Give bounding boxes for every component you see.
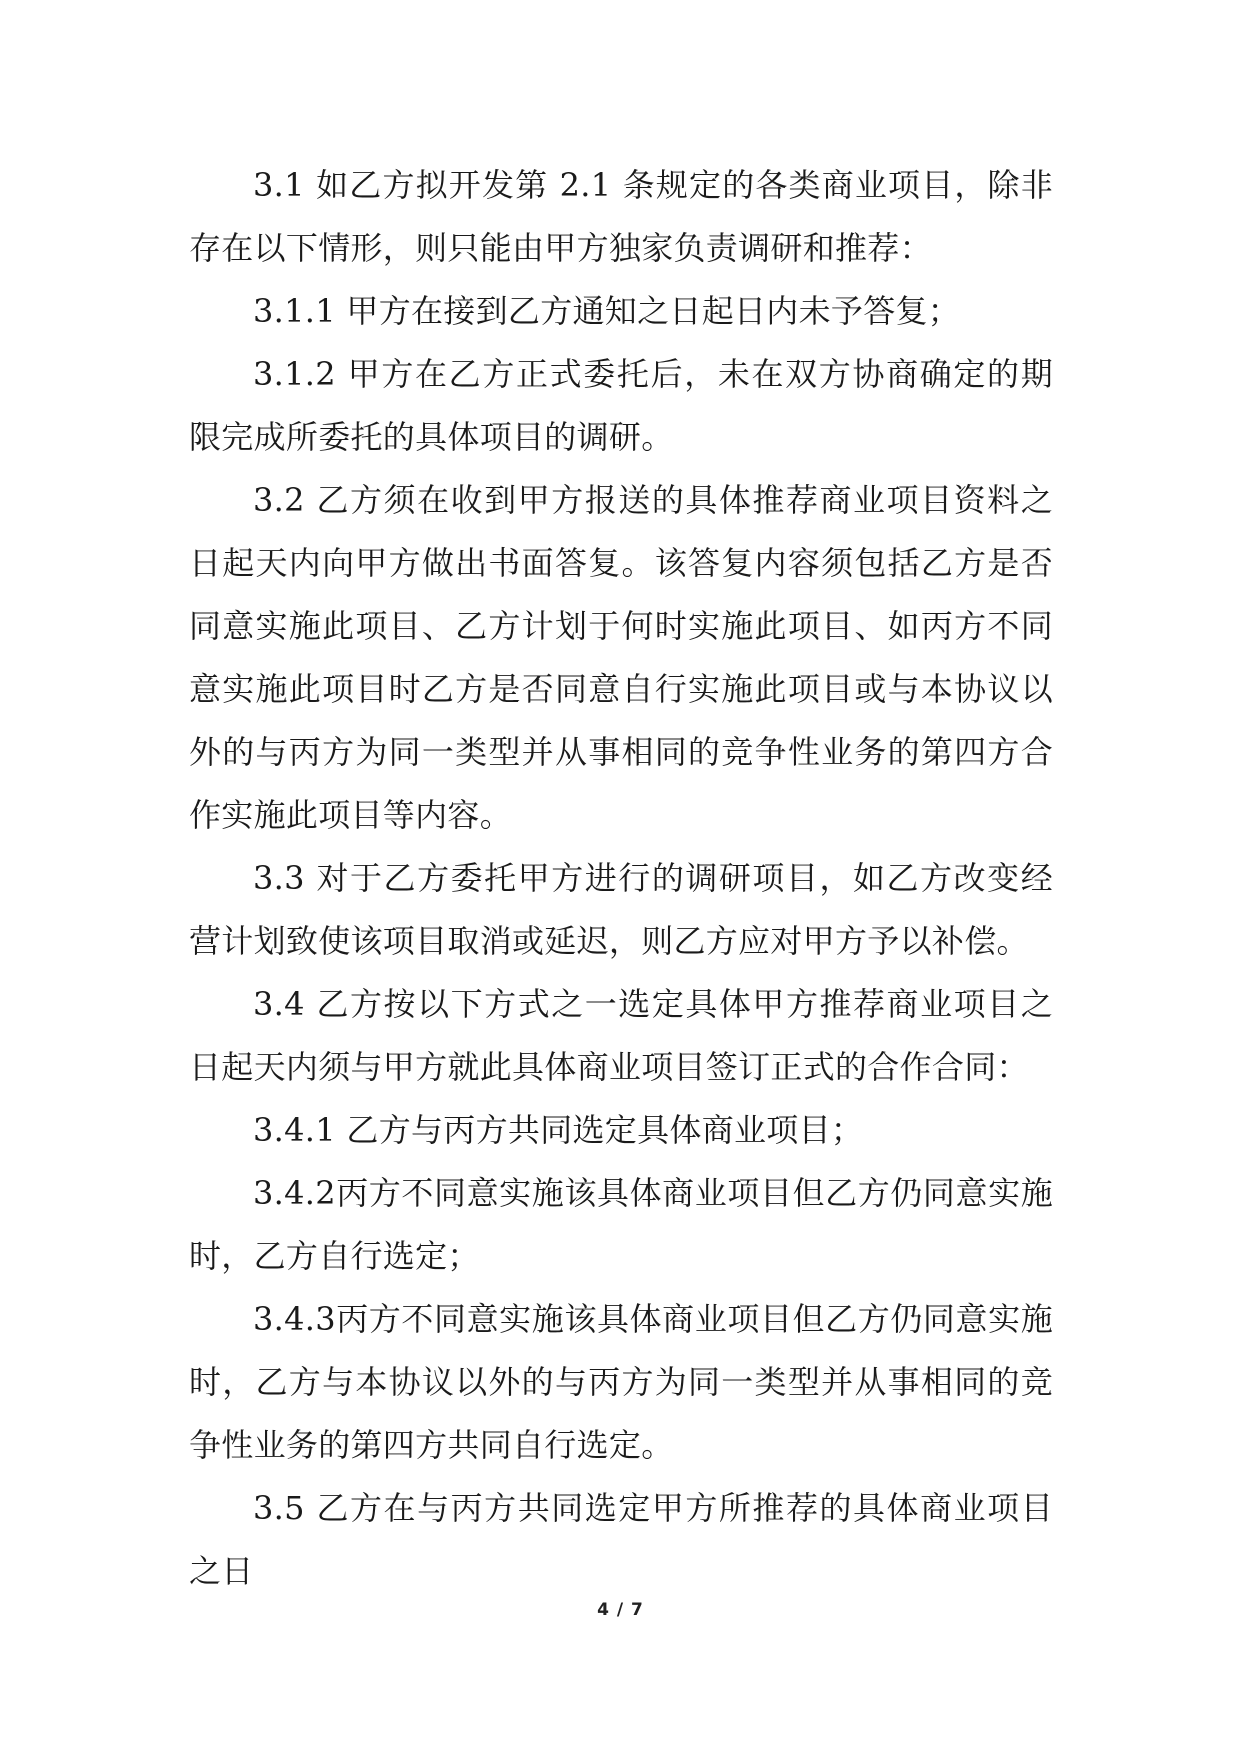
clause-3-4: 3.4 乙方按以下方式之一选定具体甲方推荐商业项目之日起天内须与甲方就此具体商业项目签订正式的合作合同： [189, 985, 1053, 1086]
document-body [189, 154, 1053, 1603]
clause-3-4-2: 3.4.2丙方不同意实施该具体商业项目但乙方仍同意实施时，乙方自行选定； [189, 1174, 1053, 1275]
clause-3-4-3: 3.4.3丙方不同意实施该具体商业项目但乙方仍同意实施时，乙方与本协议以外的与丙方为同一类型并从事相同的竞争性业务的第四方共同自行选定。 [189, 1300, 1053, 1464]
clause-3-1-2: 3.1.2 甲方在乙方正式委托后，未在双方协商确定的期限完成所委托的具体项目的调研。 [189, 355, 1053, 456]
clause-3-5: 3.5 乙方在与丙方共同选定甲方所推荐的具体商业项目之日 [189, 1489, 1053, 1590]
clause-3-2: 3.2 乙方须在收到甲方报送的具体推荐商业项目资料之日起天内向甲方做出书面答复。该答复内容须包括乙方是否同意实施此项目、乙方计划于何时实施此项目、如丙方不同意实施此项目时乙方是否同意自行实施此项目或与本协议以外的与丙方为同一类型并从事相同的竞争性业务的第四方合作实施此项目等内容。 [189, 481, 1053, 834]
clause-3-4-1: 3.4.1 乙方与丙方共同选定具体商业项目； [253, 1111, 864, 1149]
clause-3-1-1: 3.1.1 甲方在接到乙方通知之日起日内未予答复； [253, 292, 961, 330]
page-number: 4 / 7 [597, 1600, 644, 1620]
clause-3-1: 3.1 如乙方拟开发第 2.1 条规定的各类商业项目，除非存在以下情形，则只能由甲方独家负责调研和推荐： [189, 166, 1053, 267]
clause-3-3: 3.3 对于乙方委托甲方进行的调研项目，如乙方改变经营计划致使该项目取消或延迟，则乙方应对甲方予以补偿。 [189, 859, 1053, 960]
